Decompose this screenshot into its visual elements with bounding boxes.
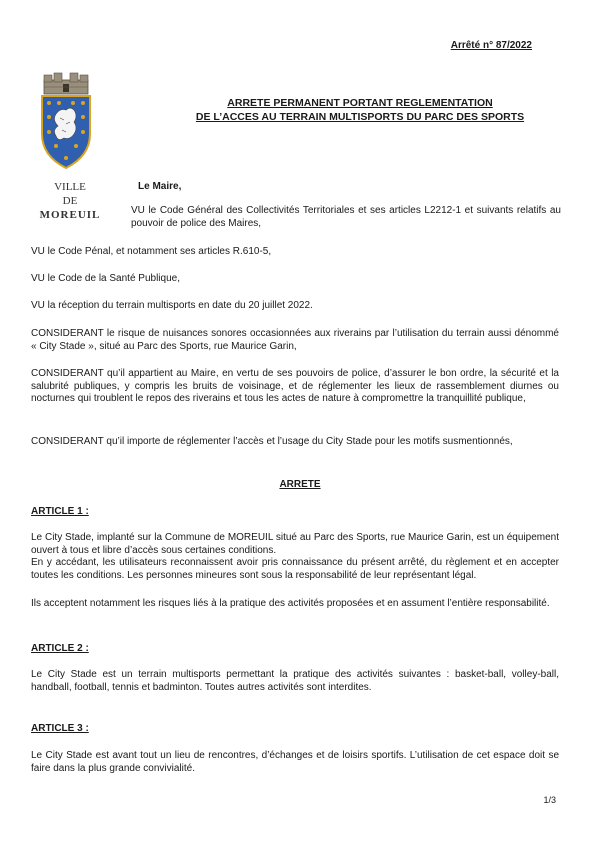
town-name-line-1: VILLE: [54, 181, 86, 193]
arrete-heading: ARRETE: [279, 479, 321, 490]
article-paragraph: Le City Stade est avant tout un lieu de rencontres, d’échanges et de loisirs sportifs. L’utilisation de cet espace doit se faire dans la plus grande convivialité.: [31, 750, 559, 774]
considerant-paragraph: CONSIDERANT qu’il importe de réglementer l’accès et l’usage du City Stade pour les motifs susmentionnés,: [31, 436, 513, 447]
considerant-paragraph: CONSIDERANT le risque de nuisances sonores occasionnées aux riverains par l’utilisation du terrain aussi dénommé « City Stade », situé au Parc des Sports, rue Maurice Garin,: [31, 328, 559, 352]
vu-paragraph: VU le Code Pénal, et notamment ses articles R.610-5,: [31, 246, 272, 257]
town-name: [30, 180, 110, 222]
decree-number: Arrêté n° 87/2022: [450, 40, 532, 51]
article-heading: ARTICLE 3 :: [31, 723, 89, 734]
document-title: [160, 96, 560, 124]
article-paragraph: Ils acceptent notamment les risques liés à la pratique des activités proposées et en assument l’entière responsabilité.: [31, 598, 550, 609]
town-crest-logo: [36, 72, 96, 172]
town-name-line-3: MOREUIL: [39, 209, 101, 221]
vu-paragraph: VU le Code Général des Collectivités Territoriales et ses articles L2212-1 et suivants relatifs au pouvoir de police des Maires,: [131, 205, 561, 229]
town-name-line-2: DE: [62, 195, 78, 207]
article-heading: ARTICLE 1 :: [31, 506, 89, 517]
article-paragraph: Le City Stade est un terrain multisports permettant la pratique des activités suivantes : basket-ball, volley-ball, handball, football, tennis et badminton. Toutes autres activités sont interdites.: [31, 669, 559, 693]
article-paragraph: En y accédant, les utilisateurs reconnaissent avoir pris connaissance du présent arrêté, du règlement et en accepter toutes les conditions. Les personnes mineures sont sous la responsabilité de leur représentant légal.: [31, 557, 559, 581]
document-title-line-2: DE L’ACCES AU TERRAIN MULTISPORTS DU PARC DES SPORTS: [195, 111, 525, 123]
article-heading: ARTICLE 2 :: [31, 643, 89, 654]
vu-paragraph: VU le Code de la Santé Publique,: [31, 273, 180, 284]
page-number: 1/3: [543, 795, 556, 805]
article-paragraph: Le City Stade, implanté sur la Commune de MOREUIL situé au Parc des Sports, rue Maurice Garin, est un équipement ouvert à tous et libre d’accès sous certaines conditions.: [31, 532, 559, 556]
document-title-line-1: ARRETE PERMANENT PORTANT REGLEMENTATION: [227, 97, 493, 109]
vu-paragraph: VU la réception du terrain multisports en date du 20 juillet 2022.: [31, 300, 313, 311]
le-maire-heading: Le Maire,: [138, 181, 182, 192]
considerant-paragraph: CONSIDERANT qu’il appartient au Maire, en vertu de ses pouvoirs de police, d’assurer le bon ordre, la sécurité et la salubrité publiques, y compris les bruits de voisinage, et de réglementer les lieux de rassemblement diurnes ou nocturnes qui troublent le repos des riverains et tous les actes de nature à compromettre la tranquillité publique,: [31, 368, 559, 404]
